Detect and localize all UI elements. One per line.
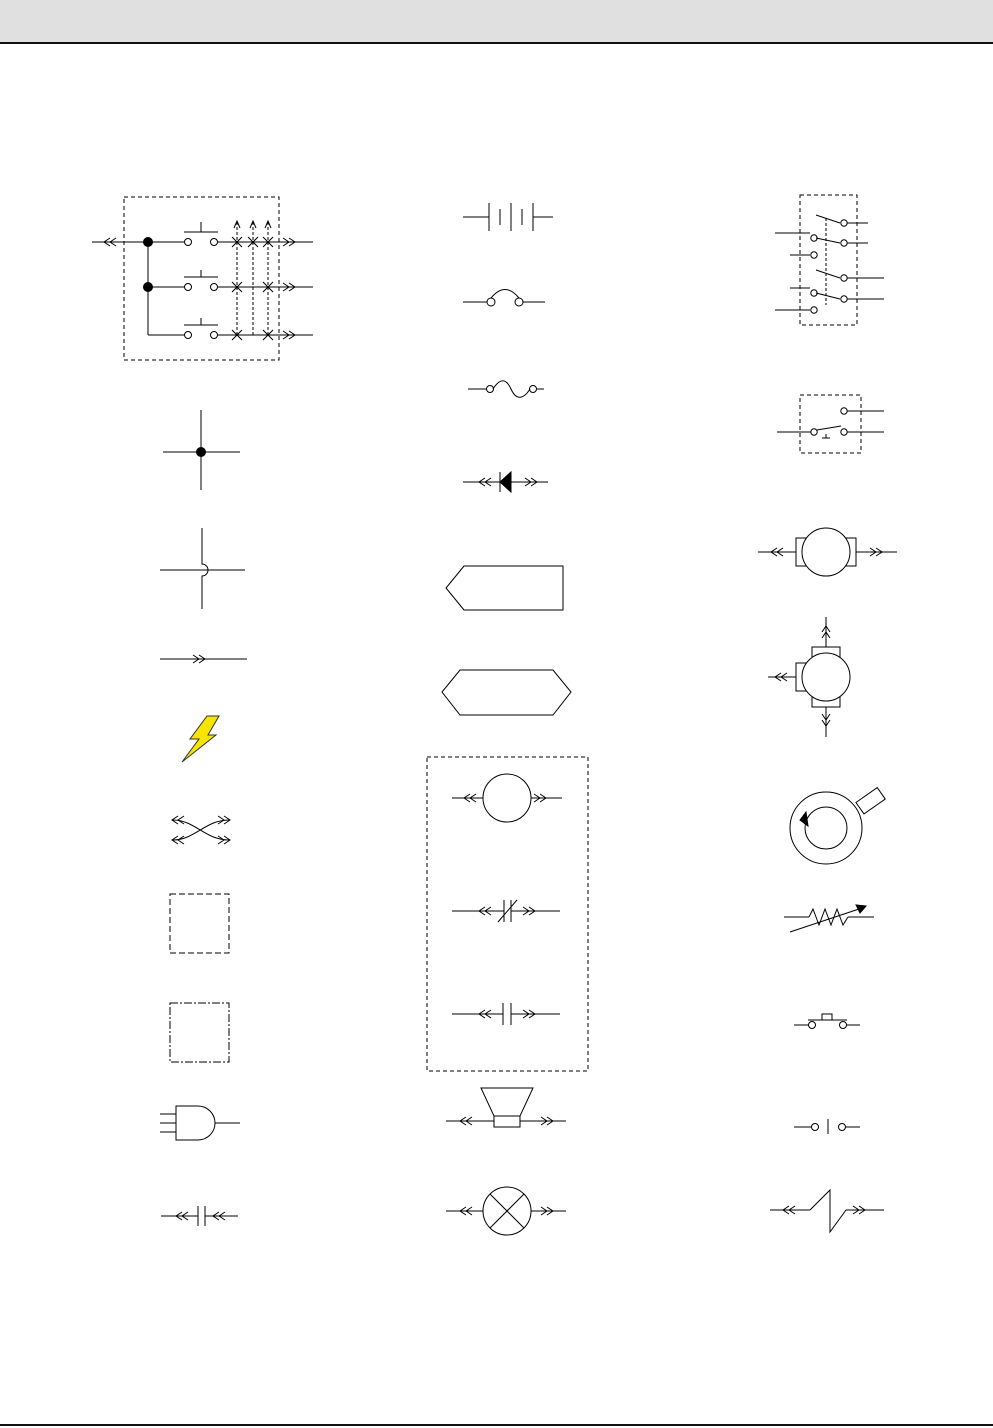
hexagon-tag-icon — [442, 670, 571, 715]
lamp-icon — [446, 1187, 566, 1235]
connector-icon — [160, 655, 247, 663]
speaker-icon — [446, 1088, 566, 1127]
multi-position-switch-icon — [775, 195, 884, 325]
footer-rule — [0, 1424, 993, 1426]
motor-four-terminal-icon — [768, 617, 850, 737]
plug-icon — [160, 1106, 240, 1140]
relay-switch-icon — [777, 395, 884, 453]
push-button-nc-icon — [794, 1119, 860, 1134]
fuse-icon — [463, 290, 545, 307]
circle-element-icon — [452, 774, 562, 822]
push-button-no-icon — [794, 1014, 860, 1029]
connected-crossing-wires-icon — [163, 410, 240, 490]
lightning-bolt-icon — [182, 716, 219, 762]
dashed-box-icon — [170, 894, 229, 953]
wire-break-icon — [770, 1190, 884, 1232]
crossed-capacitor-icon — [452, 900, 560, 922]
unconnected-crossing-wires-icon — [160, 528, 245, 609]
sensor-ring-icon — [790, 788, 885, 864]
fusible-link-icon — [468, 381, 544, 398]
pentagon-tag-icon — [446, 566, 563, 610]
dash-dot-box-icon — [170, 1003, 229, 1062]
diode-icon — [463, 472, 548, 492]
twisted-pair-icon — [172, 816, 230, 844]
multi-contact-switch-icon — [92, 197, 313, 360]
motor-icon — [758, 528, 897, 576]
battery-icon — [463, 203, 553, 231]
capacitor-icon — [452, 1003, 560, 1025]
connector-pair-icon — [161, 1206, 238, 1226]
variable-resistor-icon — [784, 905, 874, 932]
component-group-frame — [427, 757, 588, 1071]
